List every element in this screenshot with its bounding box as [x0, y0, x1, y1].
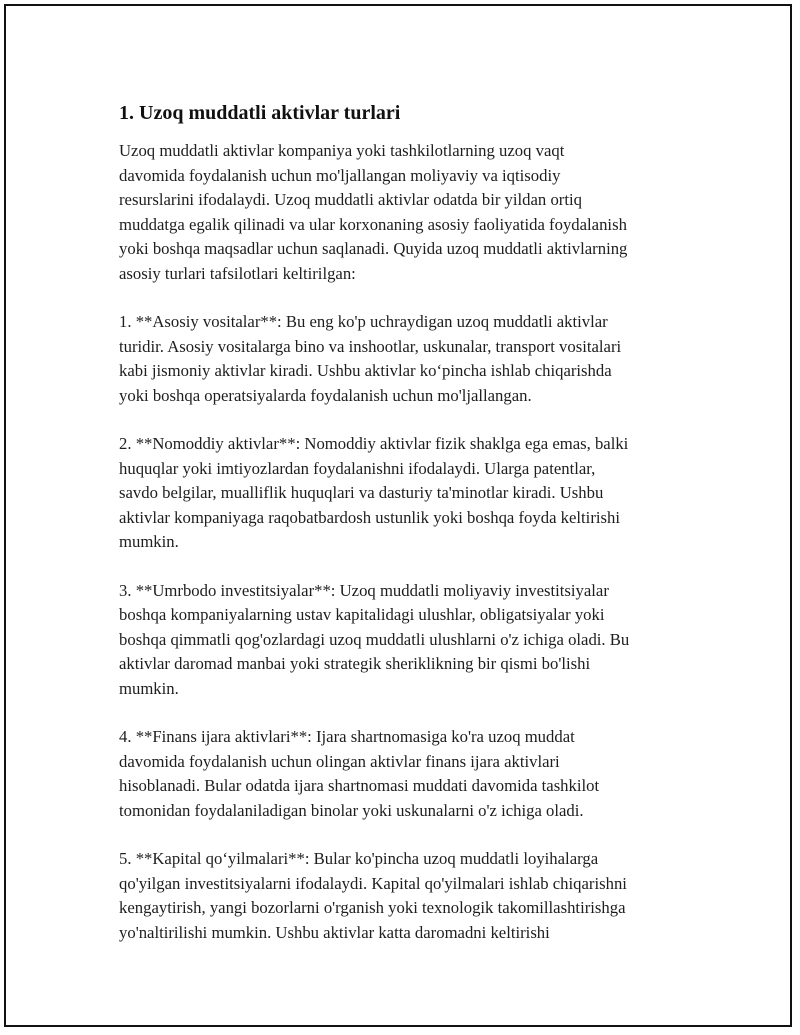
- text-line: kengaytirish, yangi bozorlarni o'rganish yoki texnologik takomillashtirishga: [119, 898, 626, 917]
- item-long-term-investments-paragraph: [119, 579, 694, 702]
- text-line: muddatga egalik qilinadi va ular korxonaning asosiy faoliyatida foydalanish: [119, 214, 627, 234]
- text-line: 4. **Finans ijara aktivlari**: Ijara shartnomasiga ko'ra uzoq muddat: [119, 727, 575, 746]
- text-line: boshqa qimmatli qog'ozlardagi uzoq muddatli ulushlarni o'z ichiga oladi. Bu: [119, 629, 630, 649]
- text-line: kabi jismoniy aktivlar kiradi. Ushbu aktivlar ko‘pincha ishlab chiqarishda: [119, 361, 612, 380]
- text-line: 3. **Umrbodo investitsiyalar**: Uzoq muddatli moliyaviy investitsiyalar: [119, 580, 609, 600]
- text-line: hisoblanadi. Bular odatda ijara shartnomasi muddati davomida tashkilot: [119, 776, 600, 795]
- text-line: 5. **Kapital qo‘yilmalari**: Bular ko'pincha uzoq muddatli loyihalarga: [119, 849, 599, 868]
- text-line: aktivlar kompaniyaga raqobatbardosh ustunlik yoki boshqa foyda keltirishi: [119, 507, 620, 527]
- text-line: mumkin.: [119, 532, 179, 551]
- text-line: qo'yilgan investitsiyalarni ifodalaydi. Kapital qo'yilmalari ishlab chiqarishni: [119, 873, 627, 893]
- text-line: yoki boshqa maqsadlar uchun saqlanadi. Quyida uzoq muddatli aktivlarning: [119, 239, 628, 258]
- text-line: 2. **Nomoddiy aktivlar**: Nomoddiy aktivlar fizik shaklga ega emas, balki: [119, 434, 629, 453]
- item-finance-lease-paragraph: [119, 725, 694, 823]
- text-line: yo'naltirilishi mumkin. Ushbu aktivlar katta daromadni keltirishi: [119, 922, 550, 942]
- text-line: turidir. Asosiy vositalarga bino va inshootlar, uskunalar, transport vositalari: [119, 336, 622, 356]
- section-heading: 1. Uzoq muddatli aktivlar turlari: [119, 102, 401, 124]
- item-capital-investments-paragraph: [119, 847, 694, 945]
- intro-paragraph: [119, 139, 694, 286]
- text-line: davomida foydalanish uchun olingan aktivlar finans ijara aktivlari: [119, 751, 560, 771]
- text-line: asosiy turlari tafsilotlari keltirilgan:: [119, 263, 356, 283]
- text-line: mumkin.: [119, 678, 179, 698]
- text-line: 1. **Asosiy vositalar**: Bu eng ko'p uchraydigan uzoq muddatli aktivlar: [119, 312, 608, 331]
- text-line: boshqa kompaniyalarning ustav kapitalidagi ulushlar, obligatsiyalar yoki: [119, 605, 605, 624]
- text-line: Uzoq muddatli aktivlar kompaniya yoki tashkilotlarning uzoq vaqt: [119, 141, 565, 160]
- text-line: savdo belgilar, mualliflik huquqlari va dasturiy ta'minotlar kiradi. Ushbu: [119, 483, 604, 502]
- document-content: [119, 98, 694, 969]
- text-line: resurslarini ifodalaydi. Uzoq muddatli aktivlar odatda bir yildan ortiq: [119, 190, 582, 209]
- text-line: aktivlar daromad manbai yoki strategik sheriklikning bir qismi bo'lishi: [119, 654, 591, 673]
- text-line: yoki boshqa operatsiyalarda foydalanish uchun mo'ljallangan.: [119, 385, 532, 405]
- text-line: huquqlar yoki imtiyozlardan foydalanishni ifodalaydi. Ularga patentlar,: [119, 458, 596, 478]
- text-line: davomida foydalanish uchun mo'ljallangan moliyaviy va iqtisodiy: [119, 165, 561, 185]
- document-page: [4, 4, 792, 1027]
- item-fixed-assets-paragraph: [119, 310, 694, 408]
- text-line: tomonidan foydalaniladigan binolar yoki uskunalarni o'z ichiga oladi.: [119, 800, 584, 820]
- item-intangible-assets-paragraph: [119, 432, 694, 555]
